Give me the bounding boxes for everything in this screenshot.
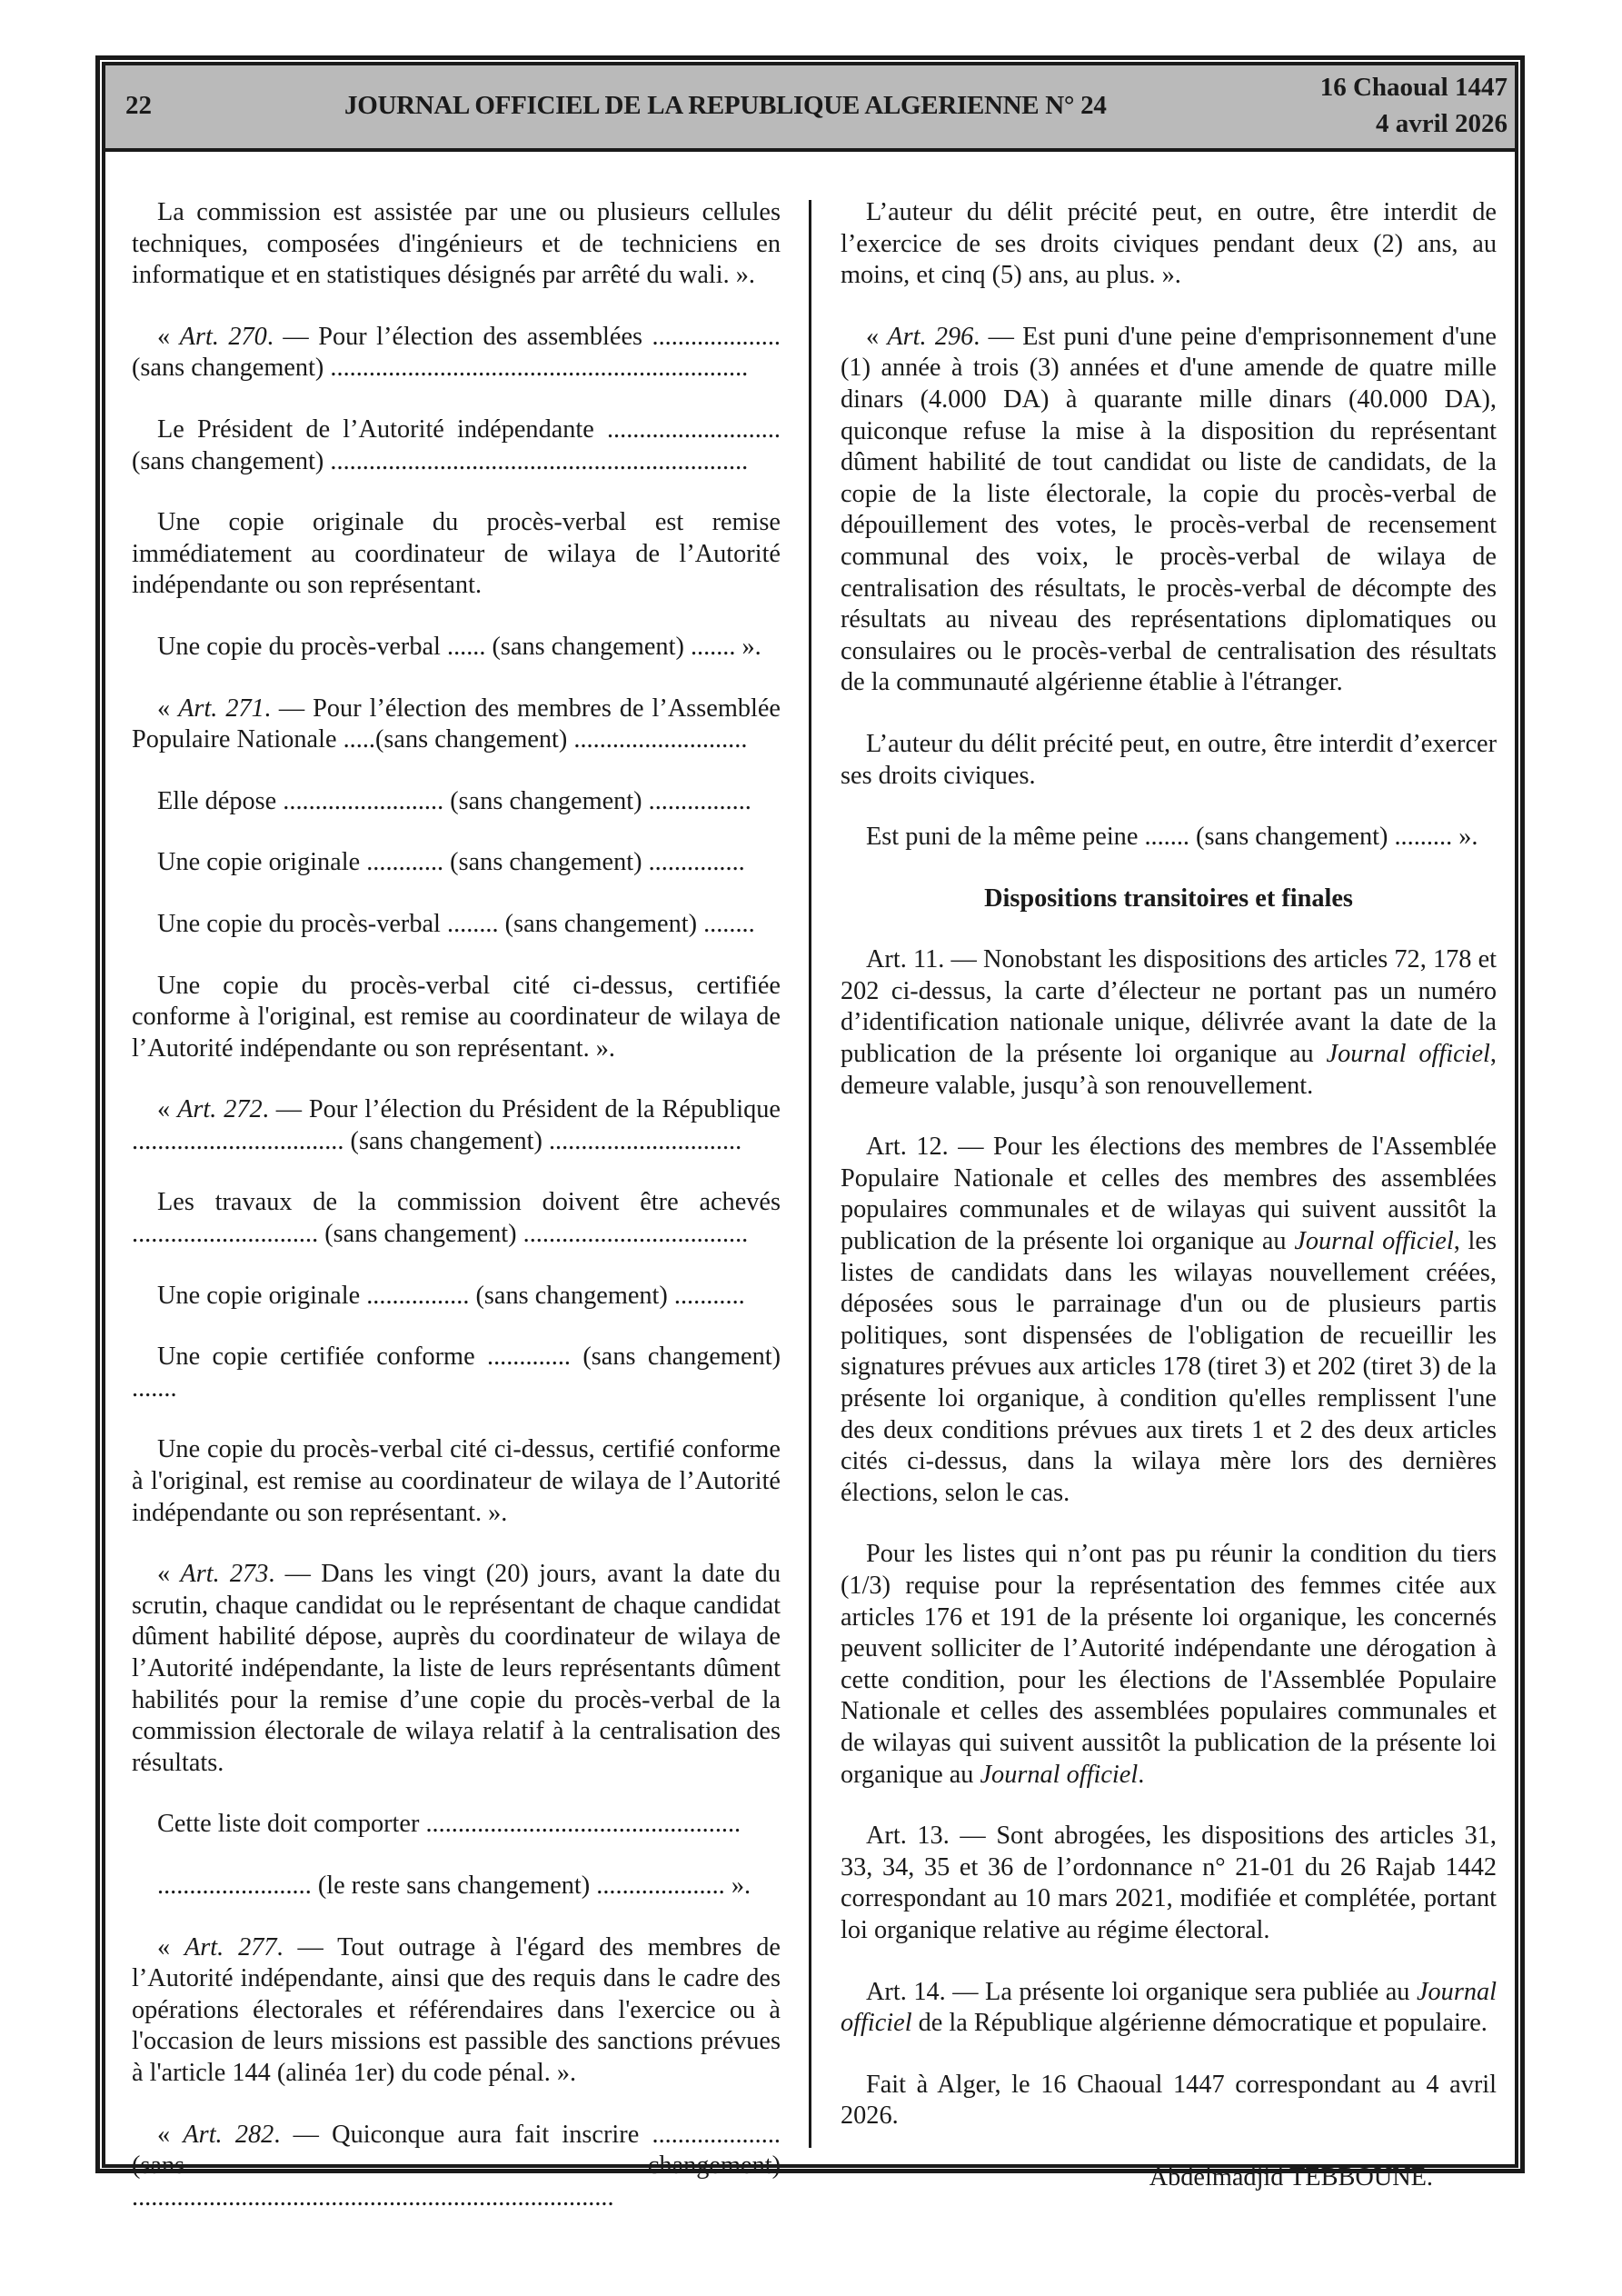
quote-mark: « xyxy=(157,694,179,723)
article-text: de la République algérienne démocratique et populaire. xyxy=(911,2009,1488,2038)
quote-mark: « xyxy=(157,1932,184,1962)
closing-statement: Fait à Alger, le 16 Chaoual 1447 correspondant au 4 avril 2026. xyxy=(841,2070,1497,2131)
paragraph: Une copie originale ............ (sans changement) ............... xyxy=(157,848,745,877)
article-13: Art. 13. — Sont abrogées, les dispositions des articles 31, 33, 34, 35 et 36 de l’ordonnance n° 21-01 du 26 Rajab 1442 correspondant au 10 mars 2021, modifiée et complétée, portant loi organique relative au régime électoral. xyxy=(841,1822,1497,1944)
article-282 xyxy=(132,2120,781,2214)
journal-officiel-ref: Journal officiel xyxy=(1326,1040,1490,1069)
paragraph: Le Président de l’Autorité indépendante ........................... (sans changement) ................................................................. xyxy=(132,414,781,475)
article-11 xyxy=(841,944,1497,1102)
paragraph: Une copie certifiée conforme ............. (sans changement) ....... xyxy=(132,1343,781,1403)
article-label: Art. 277 xyxy=(184,1932,277,1962)
paragraph: Les travaux de la commission doivent être achevés ............................. (sans changement) ................................... xyxy=(132,1188,781,1249)
paragraph: L’auteur du délit précité peut, en outre, être interdit d’exercer ses droits civiques. xyxy=(841,729,1497,790)
article-14 xyxy=(841,1977,1497,2040)
journal-officiel-ref: Journal officiel xyxy=(841,1977,1497,2038)
column-divider xyxy=(809,200,811,2148)
article-296 xyxy=(841,322,1497,699)
journal-title: JOURNAL OFFICIEL DE LA REPUBLIQUE ALGERIENNE N° 24 xyxy=(344,91,1107,120)
page-header xyxy=(105,65,1515,152)
article-text: Art. 11. — Nonobstant les dispositions des articles 72, 178 et 202 ci-dessus, la carte d’électeur ne portant pas un numéro d’identification nationale unique, délivrée avant la date de la publication de la présente loi organique au xyxy=(841,945,1497,1069)
page-number: 22 xyxy=(125,91,152,120)
article-label: Art. 296 xyxy=(887,322,974,351)
quote-mark: « xyxy=(157,322,180,351)
quote-mark: « xyxy=(157,1095,178,1124)
article-text: . — Quiconque aura fait inscrire .................... (sans changement) ........................................................................... xyxy=(132,2120,781,2211)
article-277 xyxy=(132,1932,781,2090)
paragraph: Une copie du procès-verbal ........ (sans changement) ........ xyxy=(157,909,755,938)
paragraph: La commission est assistée par une ou plusieurs cellules techniques, composées d'ingénieurs et de techniciens en informatique et en statistiques désignés par arrêté du wali. ». xyxy=(132,198,781,290)
article-text: Art. 12. — Pour les élections des membres de l'Assemblée Populaire Nationale et celles des membres des assemblées populaires communales et de wilayas qui suivent aussitôt la publication de la présente loi organique au xyxy=(841,1133,1497,1256)
gregorian-date: 4 avril 2026 xyxy=(1376,109,1508,138)
paragraph: Une copie du procès-verbal cité ci-dessus, certifié conforme à l'original, est remise au coordinateur de wilaya de l’Autorité indépendante ou son représentant. ». xyxy=(132,1435,781,1527)
journal-officiel-ref: Journal officiel xyxy=(980,1760,1139,1789)
section-heading: Dispositions transitoires et finales xyxy=(984,883,1353,913)
paragraph: Elle dépose ......................... (sans changement) ................ xyxy=(157,786,751,815)
article-text: . — Dans les vingt (20) jours, avant la date du scrutin, chaque candidat ou le représentant de chaque candidat dûment habilité dépose, auprès du coordinateur de wilaya de l’Autorité indépendante, la liste de leurs représentants dûment habilités pour la remise d’une copie du procès-verbal de la commission électorale de wilaya relatif à la centralisation des résultats. xyxy=(132,1560,781,1777)
issue-date xyxy=(1320,69,1508,142)
article-text: , demeure valable, jusqu’à son renouvellement. xyxy=(841,1040,1497,1100)
article-273 xyxy=(132,1559,781,1779)
paragraph: ........................ (le reste sans changement) .................... ». xyxy=(157,1871,751,1900)
article-label: Art. 282 xyxy=(183,2120,274,2149)
paragraph: Cette liste doit comporter ................................................. xyxy=(157,1810,741,1839)
article-label: Art. 271 xyxy=(178,694,264,723)
paragraph: Une copie originale du procès-verbal est remise immédiatement au coordinateur de wilaya de l’Autorité indépendante ou son représentant. xyxy=(132,508,781,600)
paragraph: Est puni de la même peine ....... (sans changement) ......... ». xyxy=(866,823,1478,852)
article-label: Art. 273 xyxy=(180,1560,269,1589)
paragraph: Une copie originale ................ (sans changement) ........... xyxy=(157,1281,745,1310)
right-column xyxy=(841,197,1497,2223)
signature: Abdelmadjid TEBBOUNE. xyxy=(1149,2162,1433,2191)
article-text: . — Pour l’élection des assemblées .................... (sans changement) ................................................................. xyxy=(132,322,781,383)
hijri-date: 16 Chaoual 1447 xyxy=(1319,73,1508,102)
paragraph xyxy=(841,1539,1497,1791)
paragraph-text: . xyxy=(1138,1760,1145,1789)
article-12 xyxy=(841,1132,1497,1509)
article-text: . — Est puni d'une peine d'emprisonnement d'une (1) année à trois (3) années et d'une amende de quatre mille dinars (4.000 DA) à quarante mille dinars (40.000 DA), quiconque refuse la mise à la disposition du représentant dûment habilité de tout candidat ou liste de candidats, de la copie de la liste électorale, la copie du procès-verbal de dépouillement des votes, le procès-verbal de recensement communal des voix, le procès-verbal de wilaya de centralisation des résultats, le procès-verbal de décompte des résultats au niveau des représentations diplomatiques ou consulaires ou le procès-verbal de centralisation des résultats de la communauté algérienne établie à l'étranger. xyxy=(841,322,1497,697)
paragraph-text: Pour les listes qui n’ont pas pu réunir la condition du tiers (1/3) requise pour la représentation des femmes citée aux articles 176 et 191 de la présente loi organique, les concernés peuvent solliciter de l’Autorité indépendante une dérogation à cette condition, pour les élections de l'Assemblée Populaire Nationale et celles des assemblées populaires communales et de wilayas qui suivent aussitôt la publication de la présente loi organique au xyxy=(841,1540,1497,1789)
paragraph: Une copie du procès-verbal cité ci-dessus, certifiée conforme à l'original, est remise au coordinateur de wilaya de l’Autorité indépendante ou son représentant. ». xyxy=(132,971,781,1063)
paragraph: L’auteur du délit précité peut, en outre, être interdit de l’exercice de ses droits civiques pendant deux (2) ans, au moins, et cinq (5) ans, au plus. ». xyxy=(841,198,1497,290)
quote-mark: « xyxy=(157,1560,181,1589)
left-column xyxy=(132,197,781,2243)
journal-officiel-ref: Journal officiel xyxy=(1294,1227,1454,1256)
article-text: , les listes de candidats dans les wilayas nouvellement créées, déposées sous le parrainage d'un ou de plusieurs partis politiques, sont dispensées de l'obligation de recueillir les signatures prévues aux articles 178 (tiret 3) et 202 (tiret 3) de la présente loi organique, à condition qu'elles remplissent l'une des deux conditions prévues aux tirets 1 et 2 des deux articles cités ci-dessus, dans la wilaya mère lors des dernières élections, selon le cas. xyxy=(841,1227,1497,1507)
quote-mark: « xyxy=(866,322,888,351)
article-text: . — Tout outrage à l'égard des membres de l’Autorité indépendante, ainsi que des requis dans le cadre des opérations électorales et référendaires dans l'exercice ou à l'occasion de leurs missions est passible des sanctions prévues à l'article 144 (alinéa 1er) du code pénal. ». xyxy=(132,1932,781,2087)
article-text: Art. 14. — La présente loi organique sera publiée au xyxy=(866,1977,1417,2006)
article-272 xyxy=(132,1094,781,1157)
article-270 xyxy=(132,322,781,384)
article-label: Art. 272 xyxy=(177,1095,263,1124)
quote-mark: « xyxy=(157,2120,184,2149)
article-271 xyxy=(132,694,781,756)
article-text: . — Pour l’élection des membres de l’Assemblée Populaire Nationale .....(sans changement) ........................... xyxy=(132,694,781,754)
paragraph: Une copie du procès-verbal ...... (sans changement) ....... ». xyxy=(157,632,761,661)
article-text: . — Pour l’élection du Président de la République ................................. (sans changement) .............................. xyxy=(132,1095,781,1155)
article-label: Art. 270 xyxy=(179,322,267,351)
